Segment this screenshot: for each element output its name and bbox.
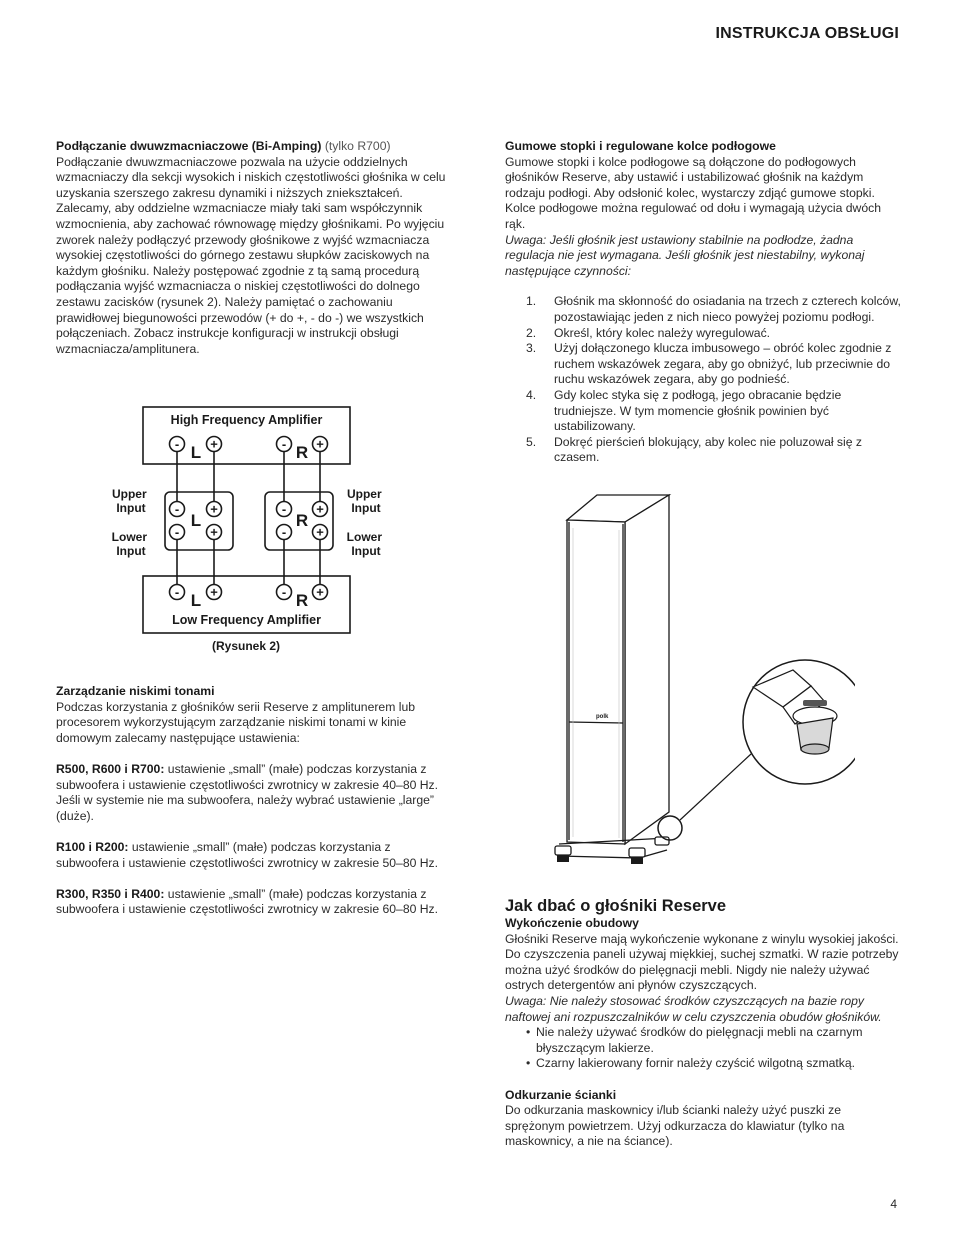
feet-note: Uwaga: Jeśli głośnik jest ustawiony stabilnie na podłodze, żadna regulacja nie jest wymagana. Jeśli głośnik jest niestabilny, wykonaj następujące czynności:: [505, 232, 865, 278]
detail-marker-icon: [658, 816, 682, 840]
high-frequency-amplifier-label: High Frequency Amplifier: [170, 413, 323, 427]
terminal-sign: -: [174, 501, 180, 517]
lower-input-label-left: Lower Input: [111, 530, 147, 558]
terminal-sign: -: [281, 436, 287, 452]
care-section: [505, 896, 901, 1150]
finish-heading: Wykończenie obudowy: [505, 916, 639, 930]
biamp-heading-note: (tylko R700): [321, 139, 391, 153]
upper-input-label-right: Upper Input: [346, 487, 382, 515]
right-channel-label: R: [295, 591, 309, 610]
right-channel-label: R: [295, 443, 309, 462]
floorstanding-speaker-illustration: [545, 492, 855, 874]
terminal-sign: +: [316, 436, 324, 452]
care-heading: Jak dbać o głośniki Reserve: [505, 897, 727, 915]
low-frequency-amplifier-label: Low Frequency Amplifier: [172, 613, 321, 627]
lower-input-label-right: Lower Input: [346, 530, 382, 558]
terminal-sign: -: [174, 584, 180, 600]
bass-management-section: [56, 684, 450, 918]
bass-setting-3: R300, R350 i R400: ustawienie „small” (małe) podczas korzystania z subwoofera i ustawienie częstotliwości zwrotnicy w zakresie 60–80 Hz.: [56, 886, 439, 917]
bass-heading: Zarządzanie niskimi tonami: [56, 684, 215, 698]
bass-setting-2: R100 i R200: ustawienie „small” (małe) podczas korzystania z subwoofera i ustawienie częstotliwości zwrotnicy w zakresie 50–80 Hz.: [56, 839, 439, 870]
left-channel-label: L: [190, 591, 202, 610]
finish-body: Głośniki Reserve mają wykończenie wykonane z winylu wysokiej jakości. Do czyszczenia paneli używaj miękkiej, suchej szmatki. W razie potrzeby można użyć środków do pielęgnacji mebli. Nigdy nie należy używać ostrych detergentów ani płynów czyszczących.: [505, 931, 899, 993]
care-bullets: [505, 1025, 901, 1072]
bass-setting-1: R500, R600 i R700: ustawienie „small” (małe) podczas korzystania z subwoofera i ustawienie częstotliwości zwrotnicy w zakresie 40–80 Hz. Jeśli w systemie nie ma subwoofera, należy wybrać ustawienie „large” (duże).: [56, 761, 439, 823]
terminal-sign: +: [316, 584, 324, 600]
biamp-wiring-diagram: [100, 400, 400, 658]
foot-icon: [555, 846, 571, 855]
feet-heading: Gumowe stopki i regulowane kolce podłogowe: [505, 139, 776, 153]
speaker-logo: polk: [596, 714, 609, 720]
feet-steps-list: [505, 294, 901, 466]
dust-heading: Odkurzanie ścianki: [505, 1087, 617, 1102]
upper-input-label-left: Upper Input: [111, 487, 147, 515]
terminal-sign: +: [316, 524, 324, 540]
terminal-sign: -: [174, 436, 180, 452]
biamp-heading: Podłączanie dwuwzmacniaczowe (Bi-Amping): [56, 139, 322, 153]
terminal-sign: +: [210, 436, 218, 452]
terminal-sign: +: [210, 584, 218, 600]
figure-caption: (Rysunek 2): [211, 639, 281, 653]
bass-body: Podczas korzystania z głośników serii Reserve z amplitunerem lub procesorem wykorzystującym zarządzanie niskimi tonami w kinie domowym zalecamy następujące ustawienia:: [56, 699, 416, 745]
list-item: 1. Głośnik ma skłonność do osiadania na trzech z czterech kolców, pozostawiając jeden z nich nieco powyżej poziomu podłogi.: [526, 294, 901, 324]
page-number: 4: [890, 1197, 897, 1211]
list-item: • Nie należy używać środków do pielęgnacji mebli na czarnym błyszczącym lakierze.: [526, 1025, 863, 1055]
speaker-front: [567, 520, 625, 844]
terminal-sign: -: [281, 501, 287, 517]
page-header-title: INSTRUKCJA OBSŁUGI: [715, 25, 899, 42]
terminal-sign: +: [210, 524, 218, 540]
right-channel-label: R: [295, 511, 309, 530]
dust-body: Do odkurzania maskownicy i/lub ścianki należy użyć puszki ze sprężonym powietrzem. Użyj odkurzacza do klawiatur (tylko na maskownicy, a nie na ściance).: [505, 1103, 845, 1149]
list-item: 4. Gdy kolec styka się z podłogą, jego obracanie będzie trudniejsze. W tym momencie głośnik powinien być ustabilizowany.: [526, 387, 842, 434]
speaker-side: [625, 495, 669, 844]
spike-icon: [557, 855, 569, 862]
feet-body: Gumowe stopki i kolce podłogowe są dołączone do podłogowych głośników Reserve, aby ustawić i ustabilizować głośnik na każdym rodzaju podłogi. Aby odsłonić kolec, wystarczy zdjąć gumowe stopki. Kolce podłogowe można regulować od dołu i wymagają użycia dwóch rąk.: [505, 154, 881, 231]
left-channel-label: L: [190, 443, 202, 462]
list-item: 2. Określ, który kolec należy wyregulować.: [526, 325, 771, 340]
finish-note: Uwaga: Nie należy stosować środków czyszczących na bazie ropy naftowej ani rozpuszczalników w celu czyszczenia obudów głośników.: [505, 993, 882, 1024]
terminal-sign: -: [174, 524, 180, 540]
terminal-sign: -: [281, 584, 287, 600]
biamp-section: [56, 139, 450, 357]
left-channel-label: L: [190, 511, 202, 530]
terminal-sign: -: [281, 524, 287, 540]
spike-icon: [631, 857, 643, 864]
foot-icon: [655, 837, 669, 845]
feet-section: [505, 139, 901, 466]
terminal-sign: +: [210, 501, 218, 517]
list-item: 3. Użyj dołączonego klucza imbusowego – obróć kolec zgodnie z ruchem wskazówek zegara, aby go obniżyć, lub przeciwnie do ruchu wskazówek zegara, aby go podnieść.: [526, 341, 892, 387]
terminal-sign: +: [316, 501, 324, 517]
foot-icon: [629, 848, 645, 857]
list-item: • Czarny lakierowany fornir należy czyścić wilgotną szmatką.: [526, 1056, 856, 1071]
biamp-body: Podłączanie dwuwzmacniaczowe pozwala na użycie oddzielnych wzmacniaczy dla sekcji wysokich i niskich częstotliwości głośnika w celu uzyskania szerszego zakresu dynamiki i niższych zniekształceń. Zalecamy, aby oddzielne wzmacniacze miały taki sam współczynnik wzmocnienia, aby zachować równowagę między głośnikami. Po wyjęciu zworek należy podłączyć przewody głośnikowe z wyjść wzmacniacza wysokiej częstotliwości do górnego zestawu słupków zaciskowych na każdym głośniku. Należy postępować zgodnie z tą samą procedurą podłączania wyjść wzmacniacza o niskiej częstotliwości do dolnego zestawu zacisków (rysunek 2). Należy pamiętać o zachowaniu prawidłowej biegunowości przewodów (+ do +, - do -) we wszystkich połączeniach. Zobacz instrukcje konfiguracji w instrukcji obsługi wzmacniacza/amplitunera.: [56, 154, 446, 356]
list-item: 5. Dokręć pierścień blokujący, aby kolec nie poluzował się z czasem.: [526, 434, 862, 465]
